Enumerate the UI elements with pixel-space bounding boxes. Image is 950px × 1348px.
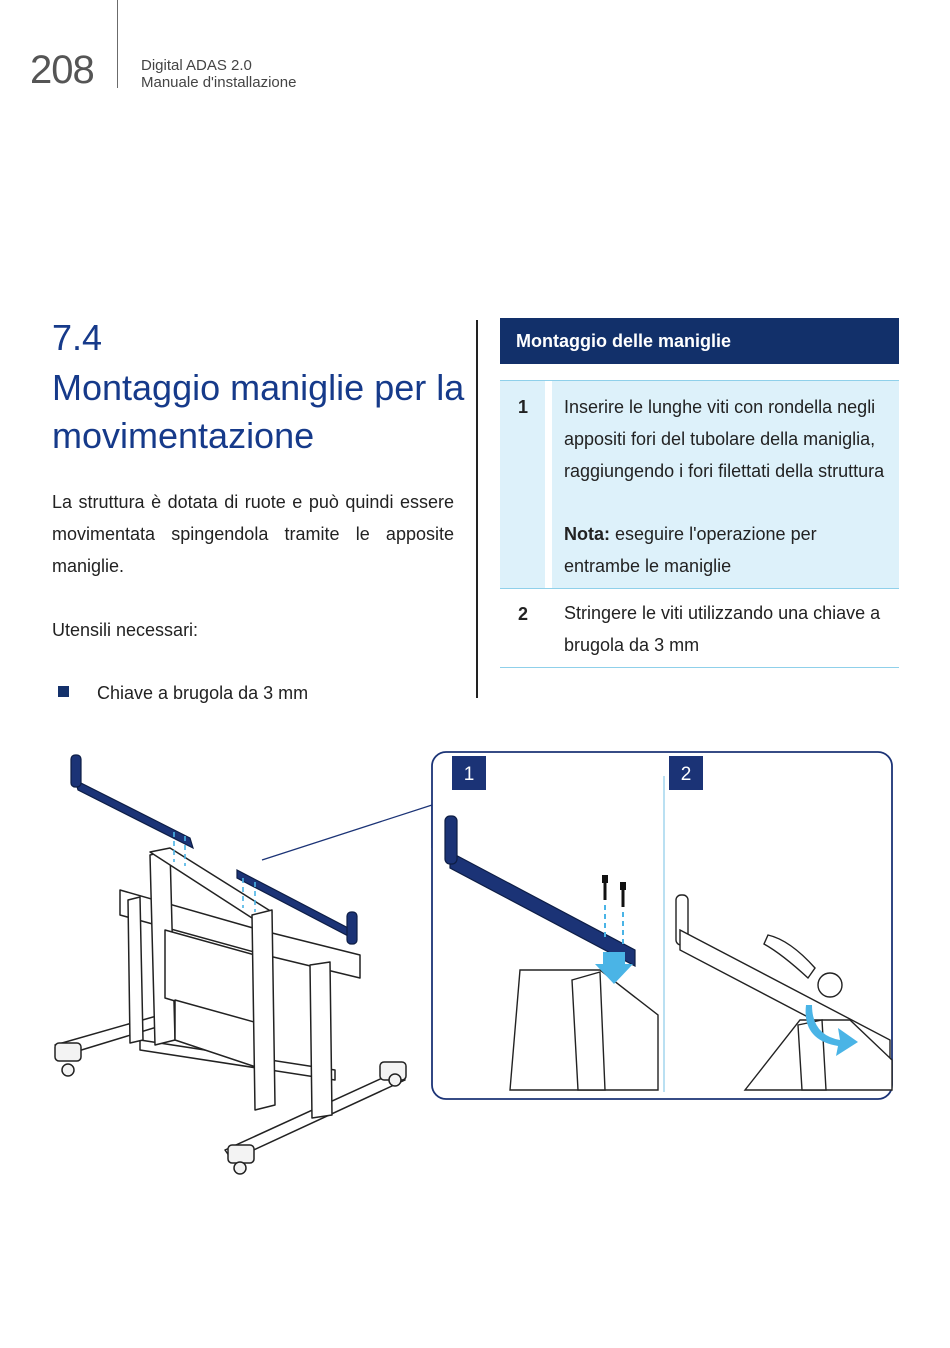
handle-grip-right bbox=[347, 912, 357, 944]
step-text: Inserire le lunghe viti con rondella negli appositi fori del tubolare della maniglia, raggiungendo i fori filettati della struttura bbox=[564, 397, 885, 481]
step-number: 1 bbox=[518, 397, 529, 417]
section-number: 7.4 bbox=[52, 317, 103, 358]
step-text: Stringere le viti utilizzando una chiave a brugola da 3 mm bbox=[564, 603, 881, 655]
detail-handle-grip bbox=[445, 816, 457, 864]
frame-upright-rear bbox=[310, 962, 332, 1118]
document-title-block bbox=[141, 57, 296, 91]
tools-label: Utensili necessari: bbox=[52, 620, 199, 640]
step-number: 2 bbox=[518, 604, 529, 624]
column-divider bbox=[476, 320, 478, 698]
detail-upright-1 bbox=[572, 972, 605, 1090]
callout-line bbox=[262, 805, 432, 860]
note-text: eseguire l'operazione per entrambe le maniglie bbox=[564, 524, 817, 576]
assembly-illustration bbox=[0, 740, 950, 1190]
handle-grip-left bbox=[71, 755, 81, 787]
detail-label-1: 1 bbox=[463, 764, 475, 785]
table-header: Montaggio delle maniglie bbox=[500, 318, 899, 364]
section-intro: La struttura è dotata di ruote e può quindi essere movimentata spingendola tramite le apposite maniglie. bbox=[52, 492, 454, 576]
frame-upright-back bbox=[128, 897, 143, 1043]
document-title: Digital ADAS 2.0 bbox=[141, 57, 252, 74]
ratchet-head-icon bbox=[818, 973, 842, 997]
step-note bbox=[564, 518, 884, 582]
bullet-square-icon bbox=[58, 686, 69, 697]
document-subtitle: Manuale d'installazione bbox=[141, 74, 297, 91]
detail-label-2: 2 bbox=[680, 764, 692, 785]
tool-item: Chiave a brugola da 3 mm bbox=[97, 683, 309, 703]
row-divider bbox=[500, 667, 899, 668]
handle-bar-left bbox=[75, 780, 193, 848]
section-title: Montaggio maniglie per la movimentazione bbox=[52, 367, 465, 456]
header-divider bbox=[117, 0, 118, 88]
row-divider bbox=[500, 588, 899, 589]
frame-upright-right bbox=[252, 910, 275, 1110]
note-label: Nota: bbox=[564, 524, 610, 544]
page-number: 208 bbox=[30, 48, 94, 92]
